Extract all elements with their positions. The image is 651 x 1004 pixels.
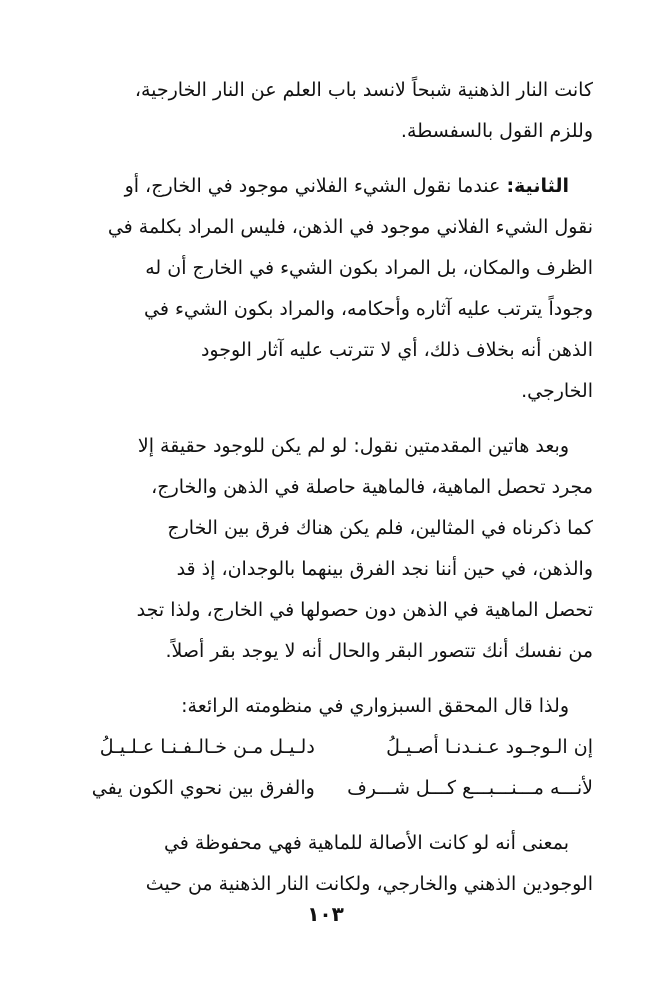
- text-line: تحصل الماهية في الذهن دون حصولها في الخارج، ولذا تجد: [136, 599, 593, 621]
- paragraph-label: الثانية:: [506, 175, 569, 197]
- verse-second-hemistich: دلـيـل مـن خـالـفـنـا عـلـيـلُ: [99, 736, 315, 758]
- text-line: نقول الشيء الفلاني موجود في الذهن، فليس المراد بكلمة في: [107, 216, 593, 238]
- verse-second-hemistich: والفرق بين نحوي الكون يفي: [91, 777, 315, 799]
- text-line: من نفسك أنك تتصور البقر والحال أنه لا يوجد بقر أصلاً.: [165, 640, 593, 662]
- paragraph-4: [58, 686, 593, 727]
- text-line: مجرد تحصل الماهية، فالماهية حاصلة في الذهن والخارج،: [151, 476, 593, 498]
- text-fragment: عندما نقول الشيء الفلاني موجود في الخارج، أو: [124, 175, 501, 197]
- paragraph-6: [58, 823, 593, 905]
- text-line: بمعنى أنه لو كانت الأصالة للماهية فهي محفوظة في: [163, 832, 569, 854]
- text-line: الظرف والمكان، بل المراد بكون الشيء في الخارج أن له: [145, 257, 593, 279]
- paragraph-2: [58, 166, 593, 412]
- verse-row: [58, 727, 593, 768]
- text-line: والذهن، في حين أننا نجد الفرق بينهما بالوجدان، إذ قد: [176, 558, 593, 580]
- text-line: كما ذكرناه في المثالين، فلم يكن هناك فرق بين الخارج: [167, 517, 593, 539]
- verse-first-hemistich: لأنـــه مـــنـــبـــع كـــل شـــرف: [347, 777, 593, 799]
- text-line: وجوداً يترتب عليه آثاره وأحكامه، والمراد بكون الشيء في: [144, 298, 593, 320]
- verse-first-hemistich: إن الـوجـود عـنـدنـا أصـيـلُ: [386, 736, 593, 758]
- text-line: [58, 166, 593, 207]
- text-line: الذهن أنه بخلاف ذلك، أي لا تترتب عليه آثار الوجود: [200, 339, 593, 361]
- text-line: ولذا قال المحقق السبزواري في منظومته الرائعة:: [181, 695, 569, 717]
- page-body: [58, 70, 593, 905]
- page-number: ١٠٣: [307, 902, 344, 926]
- text-line: الوجودين الذهني والخارجي، ولكانت النار الذهنية من حيث: [145, 873, 593, 895]
- paragraph-1: [58, 70, 593, 152]
- text-line: وبعد هاتين المقدمتين نقول: لو لم يكن للوجود حقيقة إلا: [137, 435, 569, 457]
- verse-row: [58, 768, 593, 809]
- text-line: كانت النار الذهنية شبحاً لانسد باب العلم عن النار الخارجية،: [134, 79, 593, 101]
- text-line: وللزم القول بالسفسطة.: [400, 120, 593, 142]
- poem-verses: [58, 727, 593, 809]
- text-line: الخارجي.: [521, 380, 593, 402]
- paragraph-3: [58, 426, 593, 672]
